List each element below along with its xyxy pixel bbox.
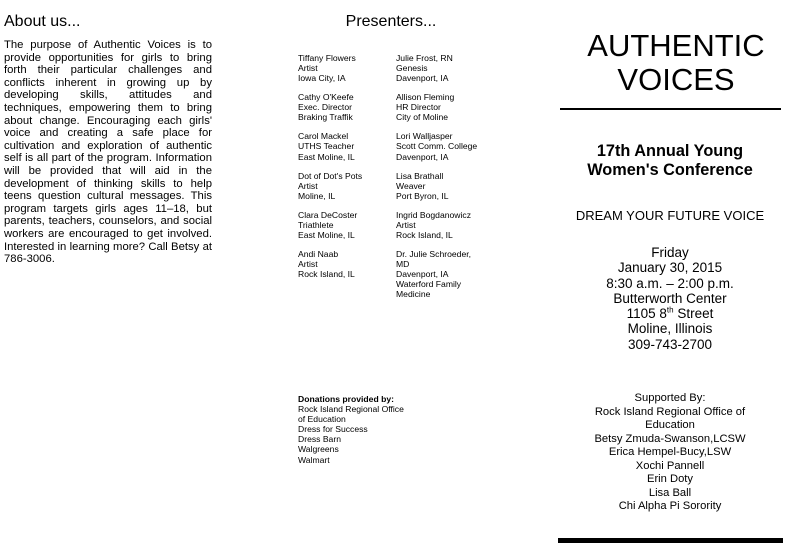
presenter-line: UTHS Teacher [298,141,355,152]
street-name: Street [673,306,714,322]
presenter-line: Artist [298,63,318,74]
presenter-row [298,92,508,122]
donations-list [298,404,498,465]
event-date: January 30, 2015 [617,260,723,276]
presenters-list [298,53,508,308]
presenter-line: Carol Mackel [298,131,349,142]
conference-line-2: Women's Conference [587,161,753,179]
presenter-line: Triathlete [298,219,334,230]
presenter-line: Davenport, IA [396,269,449,280]
presenter-line: Clara DeCoster [298,209,358,220]
about-panel [4,0,212,266]
presenter-line: Artist [298,180,318,191]
presenter-entry [298,171,396,201]
presenter-line: Moline, IL [298,190,336,201]
donations-heading: Donations provided by: [298,394,394,404]
presenter-line: Exec. Director [298,102,352,113]
presenter-line: Port Byron, IL [396,190,449,201]
presenter-entry [298,92,396,122]
donor-item: Rock Island Regional Office [298,404,404,415]
conference-title [556,142,784,180]
presenter-line: Waterford Family [396,279,462,290]
donor-item: Dress Barn [298,434,341,445]
presenter-line: Artist [298,258,318,269]
event-day: Friday [651,245,689,260]
presenter-line: Davenport, IA [396,151,449,162]
presenter-line: Lori Walljasper [396,131,453,142]
donor-item: of Education [298,414,346,425]
presenter-line: Davenport, IA [396,73,449,84]
supporter-item: Chi Alpha Pi Sorority [618,500,722,512]
presenter-entry [396,171,506,201]
supporter-item: Education [645,419,695,431]
presenter-line: Lisa Brathall [396,170,444,181]
tagline: DREAM YOUR FUTURE VOICE [575,208,765,223]
supporters-section [556,392,784,514]
presenter-line: Allison Fleming [396,92,455,103]
presenter-row [298,131,508,161]
presenter-line: East Moline, IL [298,151,355,162]
presenter-row [298,249,508,299]
presenter-line: Braking Traffik [298,112,353,123]
event-venue: Butterworth Center [613,290,727,306]
presenter-line: HR Director [396,102,441,113]
presenters-heading: Presenters... [345,13,437,30]
presenter-line: Dr. Julie Schroeder, [396,248,471,259]
presenter-line: City of Moline [396,112,449,123]
presenter-line: Weaver [396,180,426,191]
title-line-2: VOICES [617,62,735,97]
presenter-entry [396,249,506,299]
presenter-line: Tiffany Flowers [298,53,356,63]
presenter-entry [298,53,396,83]
presenter-line: Ingrid Bogdanowicz [396,209,472,220]
presenter-line: Andi Naab [298,248,339,259]
presenter-line: Genesis [396,63,428,74]
presenter-line: Medicine [396,289,431,300]
supporter-item: Xochi Pannell [635,459,705,472]
presenters-panel [296,0,501,465]
presenter-entry [396,131,506,161]
presenter-line: Artist [396,219,416,230]
presenter-row [298,210,508,240]
presenter-entry [396,53,506,83]
event-info [556,245,784,352]
donor-item: Walmart [298,454,330,465]
title-line-1: AUTHENTIC [587,28,765,63]
brochure-title [576,29,776,97]
presenter-line: Rock Island, IL [298,269,355,280]
supporter-item: Betsy Zmuda-Swanson,LCSW [594,432,746,445]
presenter-line: Scott Comm. College [396,141,478,152]
supporter-item: Lisa Ball [648,486,692,499]
event-phone: 309-743-2700 [627,336,713,352]
event-time: 8:30 a.m. – 2:00 p.m. [606,275,734,291]
presenter-line: Julie Frost, RN [396,53,453,63]
presenter-row [298,171,508,201]
presenter-entry [396,210,506,240]
presenter-line: East Moline, IL [298,229,355,240]
presenter-row [298,53,508,83]
supporter-item: Erica Hempel-Bucy,LSW [608,446,732,458]
about-body: The purpose of Authentic Voices is to provide opportunities for girls to bring forth their particular challenges and conflicts inherent in growing up by developing skills, attitudes and techniques, empowering them to bring about change. Encouraging each girls' voice and creating a safe place for cultivation and exploration of authentic self is all part of the program. Information will be provided that will aid in the development of thinking skills to help teens question cultural messages. This program targets girls ages 11–18, but parents, teachers, counselors, and social workers are encouraged to get involved. Interested in learning more? Call Betsy at 786-3006. [4,39,212,266]
presenter-line: Iowa City, IA [298,73,346,84]
presenter-entry [298,131,396,161]
event-city: Moline, Illinois [627,321,713,337]
about-heading: About us... [4,13,81,30]
presenter-entry [298,249,396,299]
presenter-line: Cathy O'Keefe [298,92,354,103]
supporter-item: Erin Doty [646,473,693,485]
presenter-line: MD [396,258,410,269]
event-street [556,306,784,321]
supported-heading: Supported By: [634,392,706,404]
title-divider [560,108,781,110]
presenter-line: Rock Island, IL [396,229,453,240]
presenter-entry [396,92,506,122]
donor-item: Walgreens [298,444,339,455]
presenter-entry [298,210,396,240]
supporters-list [556,406,784,514]
donations-section [298,394,498,465]
presenter-line: Dot of Dot's Pots [298,170,363,181]
street-number: 1105 8 [626,306,667,322]
supporter-item: Rock Island Regional Office of [594,405,746,418]
donor-item: Dress for Success [298,424,368,435]
street-suffix: th [666,305,674,315]
conference-line-1: 17th Annual Young [596,142,744,160]
bottom-bar [558,538,783,543]
